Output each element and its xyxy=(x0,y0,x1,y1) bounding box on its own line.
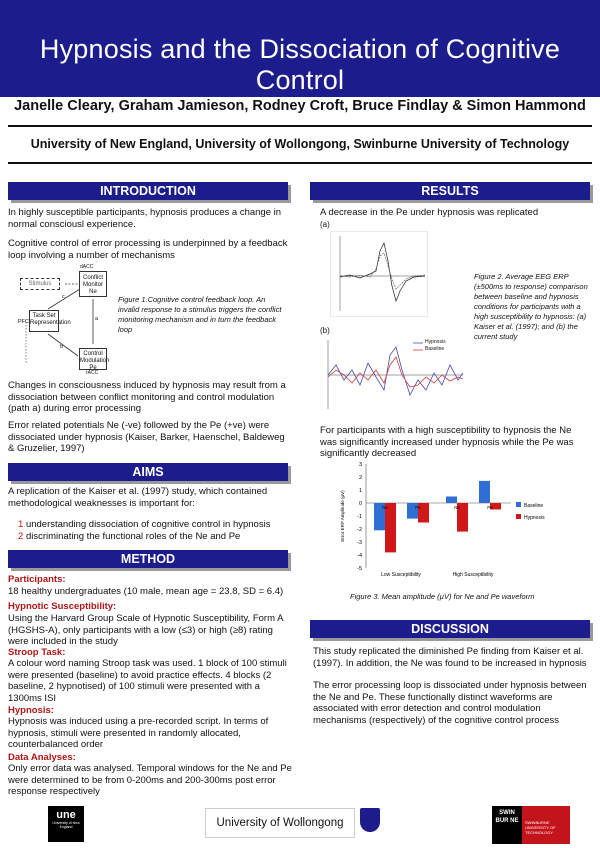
intro-paragraph-1: In highly susceptible participants, hypnosis produces a change in normal consciousl experience. xyxy=(8,207,282,230)
data-analyses-text: Only error data was analysed. Temporal windows for the Ne and Pe were determined to be from 0-200ms and 200-300ms post error response respectively xyxy=(8,763,292,797)
y-tick-label: 0 xyxy=(358,501,362,507)
results-paragraph-1: A decrease in the Pe under hypnosis was replicated xyxy=(320,207,539,218)
aims-item-2-number: 2 xyxy=(18,531,24,542)
divider-top xyxy=(8,125,592,127)
intro-paragraph-4: Error related potentials Ne (-ve) followed by the Pe (+ve) were dissociated under hypnosis (Kaiser, Barker, Haenschel, Baldeweg & Gruzelier, 1997) xyxy=(8,420,285,454)
authors: Janelle Cleary, Graham Jamieson, Rodney Croft, Bruce Findlay & Simon Hammond xyxy=(14,98,586,114)
swinburne-logo-band: SWINBURNE UNIVERSITY OF TECHNOLOGY xyxy=(522,806,570,844)
figure-3-caption: Figure 3. Mean amplitude (µV) for Ne and Pe waveform xyxy=(350,592,535,601)
y-tick-label: -1 xyxy=(357,514,362,520)
discussion-paragraph-2: The error processing loop is dissociated under hypnosis between the Ne and Pe. These functionally distinct waveforms are associated with error detection and control modulation mechanisms (respectively) of the cognitive control process xyxy=(313,680,587,726)
figure-3-bar-chart xyxy=(336,458,566,583)
divider-bottom xyxy=(8,162,592,164)
stroop-text: A colour word naming Stroop task was used. 1 block of 100 stimuli were presented (baseline) to avoid practice effects. 4 blocks (2 baseline, 2 hypnotised) of 100 stimuli were presented with a 1300ms ISI xyxy=(8,658,287,704)
aims-heading: AIMS xyxy=(8,463,288,481)
aims-item-2 xyxy=(18,531,293,543)
aims-item-2-text: discriminating the functional roles of the Ne and Pe xyxy=(25,531,241,542)
introduction-heading: INTRODUCTION xyxy=(8,182,288,200)
results-heading: RESULTS xyxy=(310,182,590,200)
participants-heading: Participants: xyxy=(8,574,66,585)
aims-text: A replication of the Kaiser et al. (1997) study, which contained methodological weaknesses is important for: xyxy=(8,486,268,509)
path-c-label: c xyxy=(62,294,65,300)
category-label: Ne xyxy=(454,505,460,510)
figure-1-diagram xyxy=(18,264,113,376)
legend-swatch-baseline xyxy=(516,502,521,507)
figure-2a-erp-plot xyxy=(330,231,428,317)
path-a-label: a xyxy=(95,316,99,322)
discussion-paragraph-1: This study replicated the diminished Pe finding from Kaiser et al. (1997). In addition, the Ne was found to be increased in hypnosis xyxy=(313,646,587,669)
aims-item-1-number: 1 xyxy=(18,519,24,530)
une-logo xyxy=(48,806,84,842)
bar-baseline-pe-high xyxy=(479,481,490,503)
panel-b-label: (b) xyxy=(320,326,330,335)
category-label: Ne xyxy=(382,505,388,510)
intro-paragraph-2: Cognitive control of error processing is underpinned by a feedback loop involving a number of mechanisms xyxy=(8,238,288,261)
y-tick-label: -3 xyxy=(357,540,362,546)
swinburne-logo: SWIN BUR NE xyxy=(492,806,522,844)
title-banner xyxy=(0,0,600,97)
participants-text: 18 healthy undergraduates (10 male, mean age = 23.8, SD = 6.4) xyxy=(8,586,284,597)
figure-2b-erp-plot xyxy=(318,335,468,413)
aims-item-1 xyxy=(18,519,293,531)
figure-1-caption: Figure 1.Cognitive control feedback loop. An invalid response to a stimulus triggers the conflict monitoring mechanism and in turn the feedback loop xyxy=(118,295,282,334)
hypnosis-text: Hypnosis was induced using a pre-recorded script. In terms of hypnosis, stimuli were presented in randomly allocated, counterbalanced order xyxy=(8,716,269,750)
y-axis-label: Error ERP Amplitude (µV) xyxy=(340,490,345,542)
poster-title: Hypnosis and the Dissociation of Cognitive Control xyxy=(39,34,561,95)
uow-logo: University of Wollongong xyxy=(205,808,355,838)
stimulus-box: Stimulus xyxy=(20,278,60,290)
bar-baseline-ne-high xyxy=(446,497,457,504)
susceptibility-heading: Hypnotic Susceptibility: xyxy=(8,601,117,612)
y-tick-label: -2 xyxy=(357,527,362,533)
dacc-label: dACC xyxy=(80,264,94,270)
une-logo-subtext: University of New England xyxy=(52,821,80,829)
control-modulation-box: Control Modulation Pe xyxy=(79,348,107,370)
hypnosis-heading: Hypnosis: xyxy=(8,705,54,716)
y-tick-label: 2 xyxy=(358,475,362,481)
task-set-box: Task Set Representation xyxy=(29,310,59,332)
y-tick-label: -5 xyxy=(357,566,362,572)
uow-crest-icon xyxy=(360,808,380,832)
fig2b-legend-baseline: Baseline xyxy=(425,346,445,352)
aims-item-1-text: understanding dissociation of cognitive control in hypnosis xyxy=(25,519,271,530)
conflict-monitor-box: Conflict Monitor Ne xyxy=(79,271,107,297)
intro-paragraph-3: Changes in consciousness induced by hypnosis may result from a dissociation between conflict monitoring and control modulation (path a) during error processing xyxy=(8,380,286,414)
stroop-heading: Stroop Task: xyxy=(8,647,66,658)
racc-label: rACC xyxy=(86,370,99,376)
method-heading: METHOD xyxy=(8,550,288,568)
group-label: High Susceptibility xyxy=(452,572,494,578)
bar-hypnosis-ne-low xyxy=(385,503,396,552)
group-label: Low Susceptibility xyxy=(381,572,421,578)
category-label: Pe xyxy=(487,505,493,510)
y-tick-label: 3 xyxy=(358,462,362,468)
path-b-label: b xyxy=(60,344,64,350)
data-analyses-heading: Data Analyses: xyxy=(8,752,76,763)
affiliations: University of New England, University of Wollongong, Swinburne University of Technology xyxy=(30,137,570,151)
y-tick-label: -4 xyxy=(357,553,362,559)
une-logo-text: une xyxy=(56,809,76,821)
category-label: Pe xyxy=(415,505,421,510)
results-paragraph-2: For participants with a high susceptibility to hypnosis the Ne was significantly increased under hypnosis while the Pe was significantly decreased xyxy=(320,425,574,459)
pfc-label: PFC xyxy=(18,319,29,325)
susceptibility-text: Using the Harvard Group Scale of Hypnotic Susceptibility, Form A (HGSHS-A), only participants with a low (≤3) or high (≥8) rating were included in the study xyxy=(8,613,283,647)
figure-2-caption: Figure 2. Average EEG ERP (±500ms to response) comparison between baseline and hypnosis conditions for participants with a high susceptibility to hypnosis: (a) Kaiser et al. (1997); and (b) the current study xyxy=(474,272,588,341)
panel-a-label: (a) xyxy=(320,220,330,229)
legend-label-baseline: Baseline xyxy=(524,503,544,509)
legend-swatch-hypnosis xyxy=(516,514,521,519)
y-tick-label: 1 xyxy=(358,488,362,494)
legend-label-hypnosis: Hypnosis xyxy=(524,515,545,521)
fig2b-legend-hypnosis: Hypnosis xyxy=(425,339,446,345)
discussion-heading: DISCUSSION xyxy=(310,620,590,638)
